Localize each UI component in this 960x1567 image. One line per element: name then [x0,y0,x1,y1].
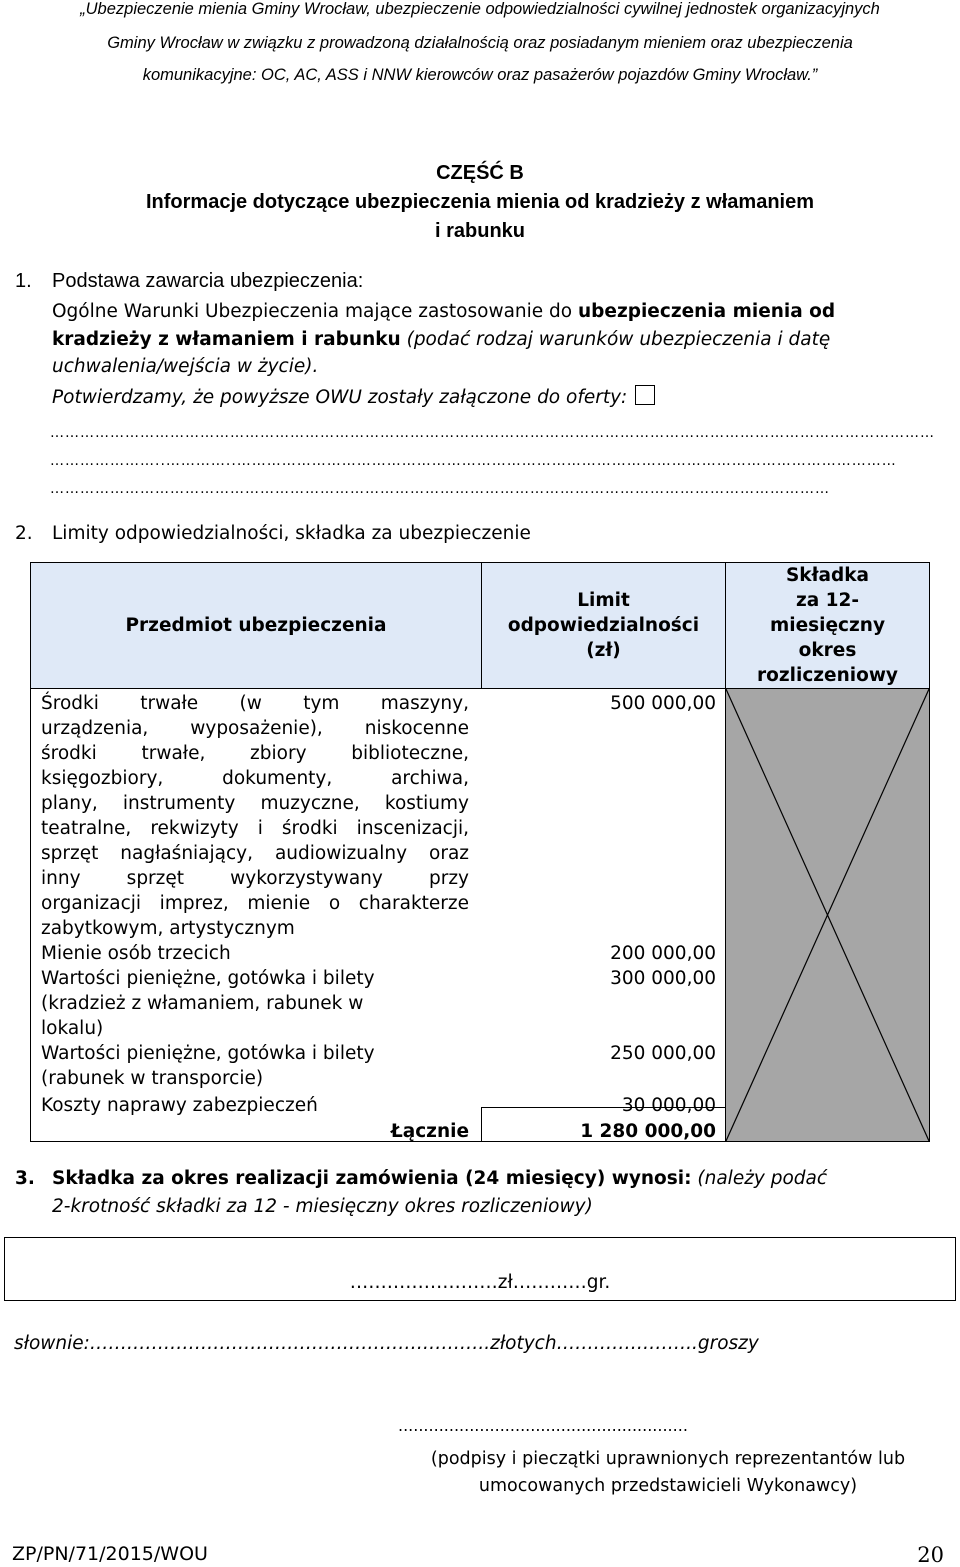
section-1-line-2-italic: (podać rodzaj warunków ubezpieczenia i datę [400,329,831,350]
premium-amount-box[interactable] [4,1237,956,1301]
row-4-value: 250 000,00 [610,1043,716,1064]
header-premium-line-5: rozliczeniowy [757,665,898,686]
owu-confirm-text: Potwierdzamy, że powyższe OWU zostały załączone do oferty: [52,387,628,408]
row-5-line-1: Koszty naprawy zabezpieczeń [41,1095,318,1116]
row-3-subject [41,966,469,1041]
dots-line-1: …………………………………………………………………………………………………………………………………………………………… [50,425,935,441]
header-premium-line-2: za 12- [795,590,860,611]
section-3-number: 3. [15,1168,35,1189]
header-limit-line-2: odpowiedzialności [507,615,700,636]
section-3-title: Składka za okres realizacji zamówienia (24 miesięcy) wynosi: [52,1168,692,1189]
section-1-line-2-bold: kradzieży z włamaniem i rabunku [52,329,401,350]
total-value: 1 280 000,00 [580,1121,716,1142]
header-limit [482,563,725,688]
footer-reference: ZP/PN/71/2015/WOU [12,1543,208,1565]
row-1-line-5: plany, instrumenty muzyczne, kostiumy [41,793,469,814]
part-title-line-1: Informacje dotyczące ubezpieczenia mienia od kradzieży z włamaniem [145,191,814,213]
premium-column-blocked [726,689,929,1141]
header-subject-label: Przedmiot ubezpieczenia [125,615,387,636]
section-1-title: Podstawa zawarcia ubezpieczenia: [52,270,364,292]
row-1-value: 500 000,00 [610,693,716,714]
row-1-line-3: środki trwałe, zbiory biblioteczne, [41,743,469,764]
owu-attached-checkbox[interactable] [635,385,655,405]
header-premium [726,563,929,688]
header-line-3: komunikacyjne: OC, AC, ASS i NNW kierowców oraz pasażerów pojazdów Gminy Wrocław.” [142,66,818,84]
page-number: 20 [917,1543,944,1567]
premium-amount-text: ……………………zł…………gr. [349,1272,611,1293]
row-5-subject [41,1093,469,1118]
row-4-line-1: Wartości pieniężne, gotówka i bilety [41,1043,375,1064]
row-4-line-2: (rabunek w transporcie) [41,1068,264,1089]
section-2-title: Limity odpowiedzialności, składka za ubezpieczenie [52,523,531,544]
row-2-line-1: Mienie osób trzecich [41,943,231,964]
header-limit-line-3: (zł) [586,640,621,661]
header-line-2: Gminy Wrocław w związku z prowadzoną działalnością oraz posiadanym mieniem oraz ubezpieczenia [107,34,853,52]
row-1-line-4: księgozbiory, dokumenty, archiwa, [41,768,469,789]
header-limit-line-1: Limit [577,590,630,611]
section-1-line-1-plain: Ogólne Warunki Ubezpieczenia mające zastosowanie do [52,301,578,322]
section-1-line-3: uchwalenia/wejścia w życie). [52,356,319,377]
row-1-line-1: Środki trwałe (w tym maszyny, [41,693,469,714]
section-2-number: 2. [15,523,33,544]
section-1-line-1 [52,301,835,322]
signature-dots: ......................................................... [398,1416,688,1435]
cross-out-icon [726,689,929,1141]
signature-caption-line-2: umocowanych przedstawicieli Wykonawcy) [478,1476,858,1496]
part-label: CZĘŚĆ B [436,162,524,184]
section-1-line-2 [52,329,830,350]
row-1-subject [41,691,469,941]
limits-table [30,562,930,1142]
row-1-line-7: sprzęt nagłaśniający, audiowizualny oraz [41,843,469,864]
section-1-line-1-bold: ubezpieczenia mienia od [578,301,836,322]
section-3-line-2: 2-krotność składki za 12 - miesięczny okres rozliczeniowy) [52,1196,593,1217]
row-1-line-2: urządzenia, wyposażenie), niskocenne [41,718,469,739]
row-3-line-3: lokalu) [41,1018,104,1039]
row-2-subject [41,941,469,966]
header-line-1: „Ubezpieczenie mienia Gminy Wrocław, ubezpieczenie odpowiedzialności cywilnej jednostek organizacyjnych [80,0,880,18]
row-3-value: 300 000,00 [610,968,716,989]
section-3-hint: (należy podać [691,1168,828,1189]
dots-line-3: ………………………………………………………………………………………………………………………………………… [50,481,830,497]
row-3-line-1: Wartości pieniężne, gotówka i bilety [41,968,375,989]
slownie-line[interactable]: słownie:………………………………………………………..złotych…………………..groszy [14,1333,759,1354]
row-1-line-9: organizacji imprez, mienie o charakterze [41,893,469,914]
row-3-line-2: (kradzież z włamaniem, rabunek w [41,993,364,1014]
signature-caption [398,1446,938,1500]
header-premium-line-1: Składka [785,565,869,586]
row-1-line-6: teatralne, rekwizyty i środki inscenizacji, [41,818,469,839]
signature-caption-line-1: (podpisy i pieczątki uprawnionych reprezentantów lub [430,1449,906,1469]
part-title-line-2: i rabunku [434,220,525,242]
owu-confirm-line [52,385,655,408]
row-2-value: 200 000,00 [610,943,716,964]
row-1-line-8: inny sprzęt wykorzystywany przy [41,868,469,889]
section-1-number: 1. [15,270,32,292]
header-subject [31,563,481,688]
dots-line-2: …………………..…………..…………………………………………………………………………………………………………………… [50,453,897,469]
row-1-line-10: zabytkowym, artystycznym [41,918,295,939]
header-premium-line-3: miesięczny [769,615,886,636]
header-premium-line-4: okres [798,640,857,661]
row-5-value: 30 000,00 [621,1095,716,1116]
section-3-line-1 [52,1168,827,1189]
row-4-subject [41,1041,469,1091]
total-label: Łącznie [390,1121,469,1142]
